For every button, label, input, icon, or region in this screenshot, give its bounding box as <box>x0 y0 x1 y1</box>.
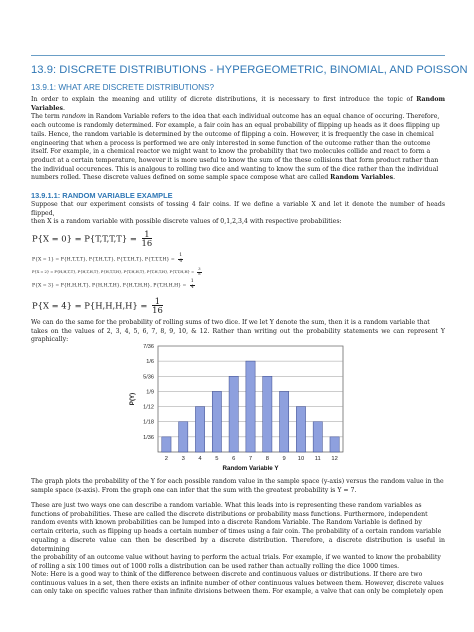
fraction-denominator: 16 <box>141 238 153 249</box>
para-line: certain criteria, such as flipping up heads a certain number of times using a fair coin. The probability of a certain random variable <box>31 528 442 536</box>
equation-x4 <box>32 297 163 315</box>
note-paragraph <box>31 571 445 597</box>
equation-x0 <box>32 230 152 248</box>
fraction <box>142 230 153 248</box>
fraction-denominator: 4 <box>190 284 194 290</box>
fraction-denominator: 16 <box>152 305 163 316</box>
x-tick-label: 10 <box>297 456 305 462</box>
equation-lhs: P{X = 3} = P{H,H,H,T}, P{H,H,T,H}, P{H,T,H,H}, P{T,H,H,H} = <box>32 283 188 289</box>
bar <box>212 391 221 452</box>
intro-italic: random <box>61 113 86 121</box>
equation-x3 <box>32 280 195 290</box>
intro-line: engineering that when a process is performed we are only interested in some function of the outcome rather than the outcome <box>31 139 431 147</box>
intro-bold: Random Variables <box>330 174 394 182</box>
fraction-numerator: 1 <box>142 230 153 239</box>
fraction <box>190 280 195 290</box>
equation-lhs: P{X = 0} = P{T,T,T,T} = <box>32 233 140 244</box>
example-line: then X is a random variable with possible discrete values of 0,1,2,3,4 with respective probabilities: <box>31 218 342 226</box>
intro-line: the individual occurences. This is analgous to rolling two dice and wanting to know the sum of the dice rather than the individual <box>31 165 439 173</box>
bar <box>263 376 272 452</box>
bar <box>179 422 188 452</box>
dice-line: We can do the same for the probability of rolling sums of two dice. If we let Y denote the sum, then it is a random variable that <box>31 319 430 326</box>
intro-line: in Random Variable refers to the idea that each individual outcome has an equal chance of occuring. Therefore, <box>85 113 440 121</box>
bar <box>296 407 305 452</box>
fraction-denominator: 4 <box>179 258 183 264</box>
intro-line: each outcome is randomly determined. For example, a fair coin has an equal probability of flipping up heads as it does flipping up <box>31 122 440 130</box>
after-chart-paragraph <box>31 478 445 495</box>
equation-x1 <box>32 254 183 264</box>
x-tick-label: 8 <box>265 456 269 462</box>
intro-line: tails. Hence, the random variable is determined by the outcome of flipping a coin. However, it is frequently the case in chemical <box>31 130 434 138</box>
bar <box>330 437 339 452</box>
bar <box>162 437 171 452</box>
y-tick-label: 1/9 <box>146 389 154 396</box>
intro-bold: Random Variables <box>31 96 445 112</box>
y-tick-label: 1/12 <box>143 404 154 411</box>
x-axis-label: Random Variable Y <box>222 465 279 472</box>
equation-lhs: P{X = 4} = P{H,H,H,H} = <box>32 300 151 311</box>
x-tick-label: 7 <box>248 456 253 462</box>
y-tick-label: 7/36 <box>143 343 154 350</box>
example-paragraph <box>31 201 445 227</box>
x-tick-label: 4 <box>198 456 202 462</box>
equation-lhs: P{X = 1} = P{H,T,T,T}, P{T,H,T,T}, P{T,T,H,T}, P{T,T,T,H} = <box>32 257 177 263</box>
fraction <box>152 297 163 315</box>
x-tick-label: 3 <box>181 456 185 462</box>
probability-chart <box>128 342 348 475</box>
x-tick-label: 6 <box>232 456 236 462</box>
section-heading: 13.9.1: WHAT ARE DISCRETE DISTRIBUTIONS? <box>31 83 215 92</box>
page-title: 13.9: DISCRETE DISTRIBUTIONS - HYPERGEOMETRIC, BINOMIAL, AND POISSON <box>31 64 468 76</box>
x-tick-label: 9 <box>282 456 286 462</box>
y-tick-label: 1/18 <box>143 419 154 426</box>
para-line: These are just two ways one can describe a random variable. What this leads into is representing these random variables as <box>31 502 422 509</box>
fraction-numerator: 1 <box>179 253 183 258</box>
equation-lhs: P{X = 2} = P{H,H,T,T}, P{H,T,H,T}, P{H,T,T,H}, P{T,H,H,T}, P{T,H,T,H}, P{T,T,H,H} = <box>32 270 196 275</box>
bar <box>246 361 255 452</box>
y-tick-label: 5/36 <box>143 374 154 381</box>
y-tick-label: 1/6 <box>146 359 154 366</box>
intro-line: The term <box>31 113 62 121</box>
dice-line: takes on the values of 2, 3, 4, 5, 6, 7, 8, 9, 10, & 12. Rather than writing out the probability statements we can represent Y graphically: <box>31 327 445 344</box>
header-rule <box>31 55 445 56</box>
fraction <box>178 254 183 264</box>
note-line: continuous values in a set, then there exists an infinite number of other continuous values between them. However, discrete values <box>31 579 444 587</box>
x-tick-label: 12 <box>331 456 338 462</box>
bar <box>313 422 322 452</box>
after-chart-line: The graph plots the probability of the Y for each possible random value in the sample space (y-axis) versus the random value in the <box>31 478 444 485</box>
subsection-heading: 13.9.1.1: RANDOM VARIABLE EXAMPLE <box>31 191 173 200</box>
para-line: the probability of an outcome value without having to perform the actual trials. For example, if we wanted to know the probability <box>31 554 441 562</box>
discrete-distribution-paragraph <box>31 502 445 572</box>
fraction-denominator: 8 <box>198 271 201 276</box>
bar <box>195 407 204 452</box>
bar <box>280 391 289 452</box>
para-line: of rolling a six 100 times out of 1000 rolls a distribution can be used rather than actually rolling the dice 1000 times. <box>31 562 400 570</box>
y-tick-label: 1/36 <box>143 434 154 441</box>
fraction-numerator: 3 <box>198 267 201 271</box>
intro-line: In order to explain the meaning and utility of dicrete distributions, it is necessary to first introduce the topic of <box>31 96 417 103</box>
note-line: Note: Here is a good way to think of the difference between discrete and continuous values or distributions. If there are two <box>31 571 423 578</box>
intro-line: numbers rolled. These discrete values defined on some sample space compose what are called <box>31 174 331 182</box>
intro-line: product at a certain temperature, however it is more useful to know the sum of the these collisions that form product rather than <box>31 156 439 164</box>
fraction <box>197 268 201 276</box>
fraction-numerator: 1 <box>152 297 163 306</box>
x-tick-label: 11 <box>314 456 321 462</box>
x-tick-label: 5 <box>215 456 219 462</box>
after-chart-line: sample space (x-axis). From the graph one can infer that the sum with the greatest probability is Y = 7. <box>31 486 357 494</box>
para-line: functions of probabilities. These are called the discrete distributions or probability mass functions. Furthermore, independent <box>31 510 428 518</box>
intro-line: itself. For example, in a chemical reactor we might want to know the probability that two molecules collide and react to form a <box>31 148 431 156</box>
intro-line: . <box>393 174 396 182</box>
para-line: random events with known probabilities can be lumped into a discrete Random Variable. The Random Variable is defined by <box>31 519 422 527</box>
example-line: Suppose that our experiment consists of tossing 4 fair coins. If we define a variable X and let it denote the number of heads flipped, <box>31 201 445 217</box>
y-axis-label: P(Y) <box>129 392 136 406</box>
equation-x2 <box>32 268 202 276</box>
para-line: equaling a discrete value can then be described by a discrete distribution. Therefore, a discrete distribution is useful in determining <box>31 536 445 553</box>
x-tick-label: 2 <box>164 456 169 462</box>
chart-svg <box>128 342 348 475</box>
note-line: can only take on specific values rather than infinite divisions between them. For example, a valve that can only be completely open <box>31 588 444 596</box>
bar <box>229 376 238 452</box>
intro-line: . <box>62 104 65 112</box>
fraction-numerator: 1 <box>190 279 194 284</box>
intro-paragraph <box>31 96 445 183</box>
